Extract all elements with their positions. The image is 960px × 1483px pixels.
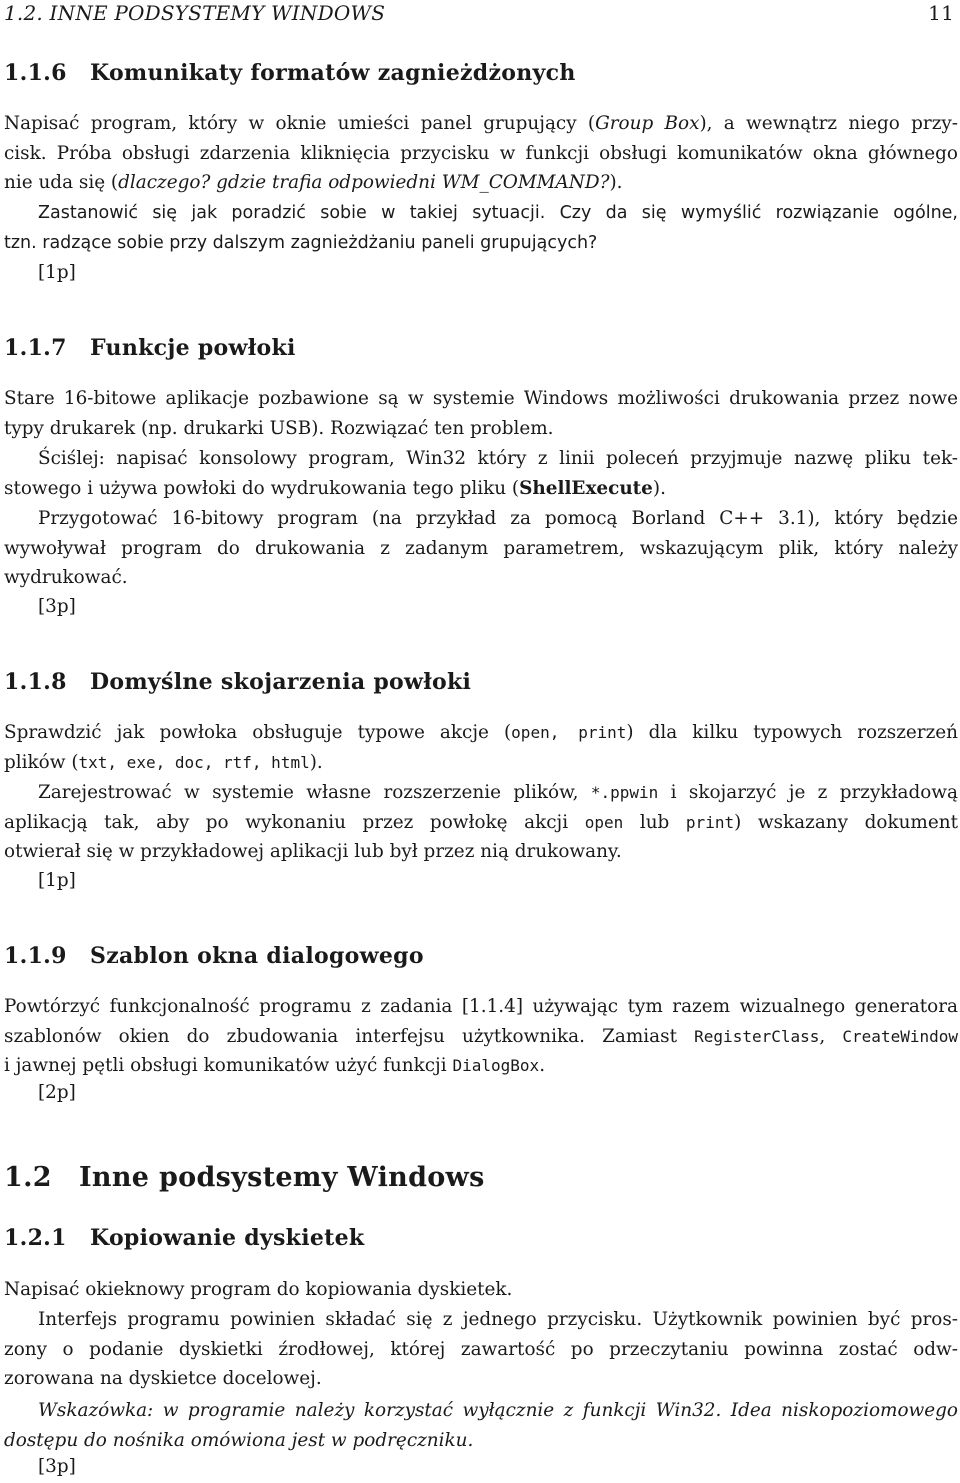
- paragraph-1-2-1-b: Interfejs programu powinien składać się z jednego przycisku. Użytkownik powinien być pros- zony o podanie dyskietki źrodłowej, której zawartość po przeczytaniu powinna zostać odw- zorowana na dyskietce docelowej.: [4, 1309, 958, 1389]
- heading-1-1-9: 1.1.9 Szablon okna dialogowego: [4, 943, 424, 969]
- paragraph-1-1-8-b: Zarejestrować w systemie własne rozszerzenie plików, *.ppwin i skojarzyć je z przykładową aplikacją tak, aby po wykonaniu przez powłokę akcji open lub print) wskazany dokument otwierał się w przykładowej aplikacji lub był przez nią drukowany.: [4, 782, 958, 862]
- paragraph-1-1-6-question: Zastanowić się jak poradzić sobie w takiej sytuacji. Czy da się wymyślić rozwiązanie ogólne, tzn. radzące sobie przy dalszym zagnieżdżaniu paneli grupujących?: [4, 203, 958, 253]
- paragraph-1-1-8-a: Sprawdzić jak powłoka obsługuje typowe akcje (open, print) dla kilku typowych rozszerzeń plików (txt, exe, doc, rtf, html).: [4, 722, 958, 773]
- paragraph-1-1-7-b: Ściślej: napisać konsolowy program, Win32 który z linii poleceń przyjmuje nazwę pliku tek- stowego i używa powłoki do wydrukowania tego pliku (ShellExecute).: [4, 448, 958, 499]
- paragraph-1-1-7-c: Przygotować 16-bitowy program (na przykład za pomocą Borland C++ 3.1), który będzie wywoływał program do drukowania z zadanym parametrem, wskazującym plik, który należy wydrukować.: [4, 508, 958, 588]
- paragraph-1-1-7-a: Stare 16-bitowe aplikacje pozbawione są w systemie Windows możliwości drukowania przez nowe typy drukarek (np. drukarki USB). Rozwiązać ten problem.: [4, 388, 958, 439]
- page-number: 11: [928, 1, 954, 25]
- heading-1-1-6: 1.1.6 Komunikaty formatów zagnieżdżonych: [4, 60, 576, 86]
- points-1-2-1: [3p]: [38, 1456, 76, 1477]
- paragraph-1-1-9: Powtórzyć funkcjonalność programu z zadania [1.1.4] używając tym razem wizualnego generatora szablonów okien do zbudowania interfejsu użytkownika. Zamiast RegisterClass, CreateWindow i jawnej pętli obsługi komunikatów użyć funkcji DialogBox.: [4, 996, 958, 1076]
- heading-1-2-1: 1.2.1 Kopiowanie dyskietek: [4, 1225, 365, 1251]
- points-1-1-9: [2p]: [38, 1082, 76, 1103]
- paragraph-1-2-1-hint: Wskazówka: w programie należy korzystać wyłącznie z funkcji Win32. Idea niskopoziomowego dostępu do nośnika omówiona jest w podręczniku.: [4, 1400, 958, 1451]
- paragraph-1-2-1-a: Napisać okieknowy program do kopiowania dyskietek.: [4, 1279, 513, 1300]
- section-heading-1-2: 1.2 Inne podsystemy Windows: [4, 1162, 485, 1193]
- heading-1-1-7: 1.1.7 Funkcje powłoki: [4, 335, 296, 361]
- heading-1-1-8: 1.1.8 Domyślne skojarzenia powłoki: [4, 669, 472, 695]
- points-1-1-6: [1p]: [38, 262, 76, 283]
- running-header: [4, 0, 958, 26]
- paragraph-1-1-6-intro: Napisać program, który w oknie umieści panel grupujący (Group Box), a wewnątrz niego przy- cisk. Próba obsługi zdarzenia kliknięcia przycisku w funkcji obsługi komunikatów okna głównego nie uda się (dlaczego? gdzie trafia odpowiedni WM_COMMAND?).: [4, 113, 958, 193]
- points-1-1-7: [3p]: [38, 596, 76, 617]
- points-1-1-8: [1p]: [38, 870, 76, 891]
- running-header-title: 1.2. INNE PODSYSTEMY WINDOWS: [4, 1, 386, 25]
